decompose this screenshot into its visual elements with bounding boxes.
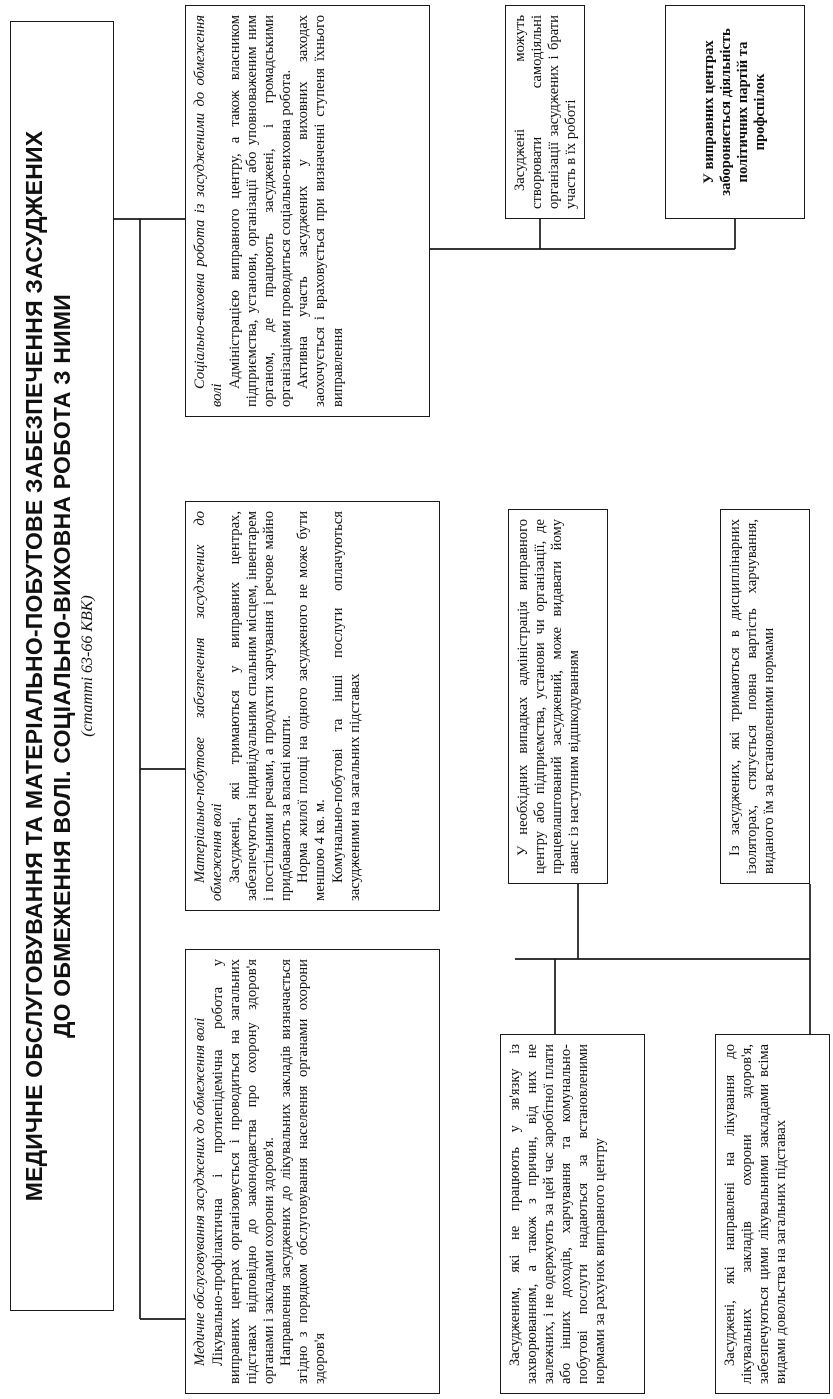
material-support-heading: Матеріально-побутове забезпечення засуджених до обмеження волі [192, 511, 226, 901]
material-support-paragraph-3: Комунально-побутові та інші послуги оплачуються засудженими на загальних підставах [329, 511, 363, 901]
unemployed-convicts-text: Засудженим, які не працюють у зв'язку із захворюванням, а також з причин, від них не залежних, і не одержують за цей час заробітної плати або інших доходів, харчування та комунально-побутові послуги надаються за встановленими нормами за рахунок виправного центру [507, 1044, 609, 1384]
advance-payment-text: У необхідних випадках адміністрація виправного центру або підприємства, установи чи організації, де працевлаштований засуджений, може видавати йому аванс із наступним відшкодуванням [515, 519, 583, 874]
hospital-treatment-text: Засуджені, які направлені на лікування до лікувальних закладів охорони здоров'я, забезпечуються цими лікувальними закладами всіма видами довольства на загальних підставах [722, 1044, 790, 1384]
social-work-paragraph-1: Адміністрацією виправного центру, а також власником підприємства, установи, організації або уповноваженим ним органом, де працюють засуджені, і громадськими організаціями проводиться соціально-виховна робота. [227, 15, 295, 407]
medical-care-paragraph-2: Направлення засуджених до лікувальних закладів визначається згідно з порядком обслуговування населення органами охорони здоров'я [278, 959, 329, 1384]
social-work-box [185, 5, 430, 417]
medical-care-paragraph-1: Лікувально-профілактична і протиепідемічна робота у виправних центрах організовується і проводиться на загальних підставах відповідно до законодавства про охорону здоров'я органами і закладами охорони здоров'я. [210, 959, 278, 1384]
title-line-2: ДО ОБМЕЖЕННЯ ВОЛІ. СОЦІАЛЬНО-ВИХОВНА РОБОТА З НИМИ [48, 294, 75, 1038]
title-subtitle: (статті 63-66 КВК) [79, 595, 97, 737]
hospital-treatment-box [715, 1034, 830, 1394]
medical-care-heading: Медичне обслуговування засуджених до обмеження волі [192, 1017, 208, 1366]
disciplinary-isolator-box [720, 509, 810, 884]
political-parties-ban-text: У виправних центрах забороняється діяльність політичних партій та профспілок [700, 28, 769, 196]
material-support-paragraph-2: Норма жилої площі на одного засудженого не може бути меншою 4 кв. м. [295, 511, 329, 901]
medical-care-box [185, 949, 440, 1394]
advance-payment-box [508, 509, 608, 884]
self-organizations-text: Засуджені можуть створювати самодіяльні організації засуджених і брати участь в їх роботі [512, 15, 580, 209]
material-support-box [185, 501, 440, 911]
disciplinary-isolator-text: Із засуджених, які тримаються в дисциплінарних ізоляторах, стягується повна вартість харчування, виданого їм за встановленими нормами [727, 519, 778, 874]
title-line-1: МЕДИЧНЕ ОБСЛУГОВУВАННЯ ТА МАТЕРІАЛЬНО-ПОБУТОВЕ ЗАБЕЗПЕЧЕННЯ ЗАСУДЖЕНИХ [21, 130, 47, 1202]
political-parties-ban-box [665, 5, 805, 219]
material-support-paragraph-1: Засуджені, які тримаються у виправних центрах, забезпечуються індивідуальним спальним місцем, інвентарем і постільними речами, а продукти харчування і речове майно придбавають за власні кошти. [227, 511, 295, 901]
self-organizations-box [505, 5, 585, 219]
social-work-heading: Соціально-виховна робота із засудженими до обмеження волі [192, 15, 226, 407]
title-box [10, 21, 114, 1311]
unemployed-convicts-box [500, 1034, 645, 1394]
social-work-paragraph-2: Активна участь засуджених у виховних заходах заохочується і враховується при визначенні ступеня їхнього виправлення [295, 15, 346, 407]
